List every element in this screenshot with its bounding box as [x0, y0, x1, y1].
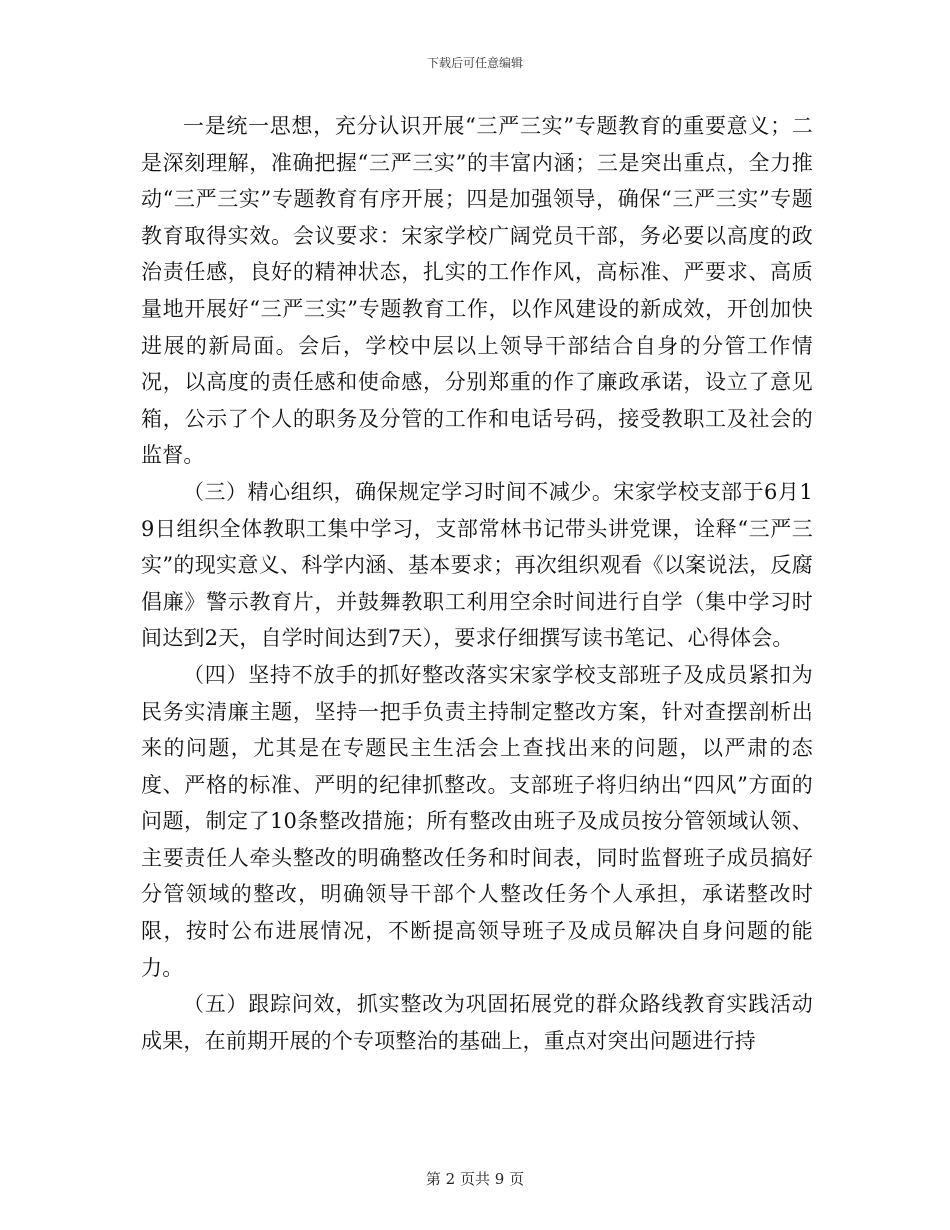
paragraph-2: （三）精心组织，确保规定学习时间不减少。宋家学校支部于6月19日组织全体教职工集中学习，支部常林书记带头讲党课，诠释“三严三实”的现实意义、科学内涵、基本要求；再次组织观看《以案说法，反腐倡廉》警示教育片，并鼓舞教职工利用空余时间进行自学（集中学习时间达到2天，自学时间达到7天），要求仔细撰写读书笔记、心得体会。	[141, 479, 813, 651]
paragraph-4: （五）跟踪问效，抓实整改为巩固拓展党的群众路线教育实践活动成果，在前期开展的个专项整治的基础上，重点对突出问题进行持	[141, 992, 813, 1053]
document-body	[141, 108, 813, 1059]
page-number-footer: 第 2 页共 9 页	[425, 1170, 525, 1188]
paragraph-3: （四）坚持不放手的抓好整改落实宋家学校支部班子及成员紧扣为民务实清廉主题，坚持一把手负责主持制定整改方案，针对查摆剖析出来的问题，尤其是在专题民主生活会上查找出来的问题，以严肃的态度、严格的标准、严明的纪律抓整改。支部班子将归纳出“四风”方面的问题，制定了10条整改措施；所有整改由班子及成员按分管领域认领、主要责任人牵头整改的明确整改任务和时间表，同时监督班子成员搞好分管领域的整改，明确领导干部个人整改任务个人承担，承诺整改时限，按时公布进展情况，不断提高领导班子及成员解决自身问题的能力。	[141, 662, 813, 980]
page-header-note: 下载后可任意编辑	[426, 56, 523, 70]
paragraph-1: 一是统一思想，充分认识开展“三严三实”专题教育的重要意义；二是深刻理解，准确把握“三严三实”的丰富内涵；三是突出重点，全力推动“三严三实”专题教育有序开展；四是加强领导，确保“三严三实”专题教育取得实效。会议要求：宋家学校广阔党员干部，务必要以高度的政治责任感，良好的精神状态，扎实的工作作风，高标准、严要求、高质量地开展好“三严三实”专题教育工作，以作风建设的新成效，开创加快进展的新局面。会后，学校中层以上领导干部结合自身的分管工作情况，以高度的责任感和使命感，分别郑重的作了廉政承诺，设立了意见箱，公示了个人的职务及分管的工作和电话号码，接受教职工及社会的监督。	[141, 114, 813, 468]
